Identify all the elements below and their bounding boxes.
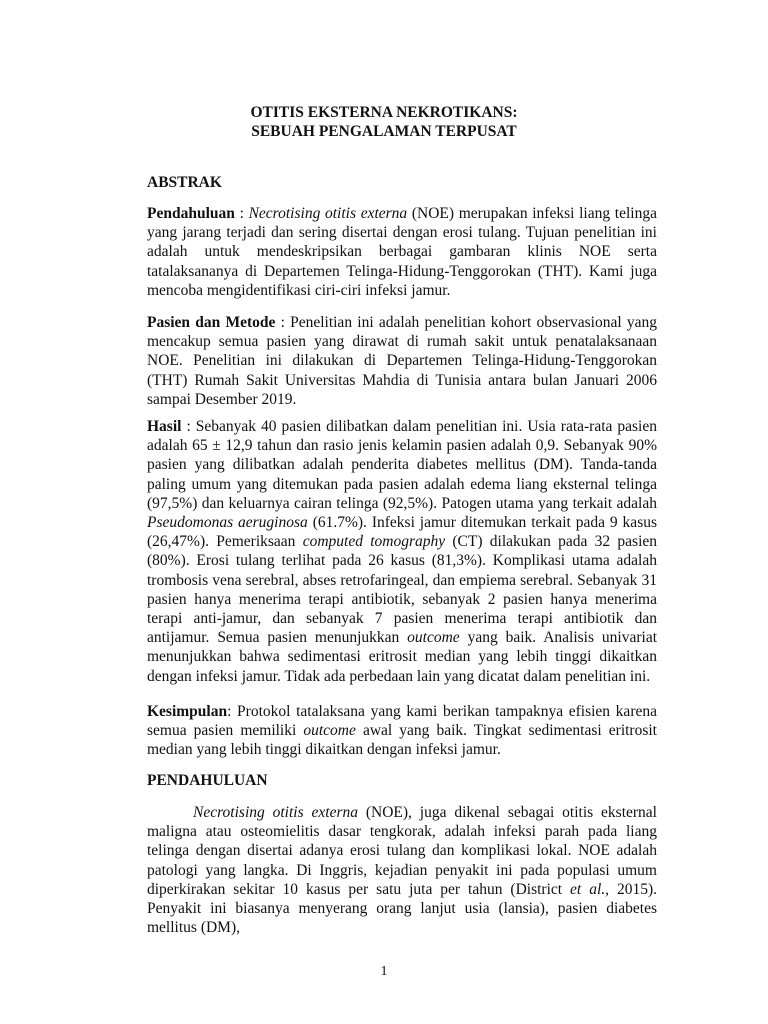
hasil-text-3: (CT) dilakukan pada 32 pasien (80%). Erosi tulang terlihat pada 26 kasus (81,3%). Komplikasi utama adalah trombosis vena serebral, abses retrofaringeal, dan empiema serebral. Sebanyak 31 pasien hanya menerima terapi antibiotik, sebanyak 2 pasien hanya menerima terapi anti-jamur, dan sebanyak 7 pasien menerima terapi antibiotik dan antijamur. Semua pasien menunjukkan <box>147 533 658 647</box>
pendahuluan-separator: : <box>234 205 249 222</box>
kesimpulan-text-2: awal yang baik. Tingkat sedimentasi eritrosit median yang lebih tinggi dikaitkan dengan infeksi jamur. <box>147 722 657 759</box>
pendahuluan-label: Pendahuluan <box>147 205 235 222</box>
abstract-heading: ABSTRAK <box>147 174 222 191</box>
hasil-italic-2: computed tomography <box>302 533 446 551</box>
intro-italic-1: Necrotising otitis externa <box>193 804 358 821</box>
intro-paragraph <box>147 803 657 937</box>
pendahuluan-text: (NOE) merupakan infeksi liang telinga yang jarang terjadi dan sering disertai dengan erosi tulang. Tujuan penelitian ini adalah untuk mendeskripsikan berbagai gambaran klinis NOE serta tatalaksananya di Departemen Telinga-Hidung-Tenggorokan (THT). Kami juga mencoba mengidentifikasi ciri-ciri infeksi jamur. <box>147 205 657 299</box>
hasil-text-2: (61.7%). Infeksi jamur ditemukan terkait pada 9 kasus (26,47%). Pemeriksaan <box>147 514 658 551</box>
kesimpulan-text-1: : Protokol tatalaksana yang kami berikan tampaknya efisien karena semua pasien memiliki <box>147 703 657 740</box>
intro-text-2: 2015). Penyakit ini biasanya menyerang orang lanjut usia (lansia), pasien diabetes mellitus (DM), <box>147 880 657 937</box>
intro-italic-2: et al., <box>570 880 609 898</box>
abstract-hasil-paragraph <box>147 417 657 686</box>
hasil-text-4: yang baik. Analisis univariat menunjukkan bahwa sedimentasi eritrosit median yang lebih tinggi dikaitkan dengan infeksi jamur. Tidak ada perbedaan lain yang dicatat dalam penelitian ini. <box>147 629 658 685</box>
metode-text: : Penelitian ini adalah penelitian kohort observasional yang mencakup semua pasien yang dirawat di rumah sakit untuk penatalaksanaan NOE. Penelitian ini dilakukan di Departemen Telinga-Hidung-Tenggorokan (THT) Rumah Sakit Universitas Mahdia di Tunisia antara bulan Januari 2006 sampai Desember 2019. <box>147 314 658 408</box>
intro-text-1: (NOE), juga dikenal sebagai otitis eksternal maligna atau osteomielitis dasar tengkorak, adalah infeksi parah pada liang telinga dengan disertai adanya erosi tulang dan komplikasi lokal. NOE adalah patologi yang langka. Di Inggris, kejadian penyakit ini pada populasi umum diperkirakan sekitar 10 kasus per satu juta per tahun (District <box>147 804 657 898</box>
page-number: 1 <box>380 964 388 979</box>
kesimpulan-label: Kesimpulan <box>147 703 228 720</box>
hasil-italic-1: Pseudomonas aeruginosa <box>147 514 308 532</box>
abstract-metode-paragraph <box>147 313 657 409</box>
title-line-1: OTITIS EKSTERNA NEKROTIKANS: <box>250 104 518 121</box>
abstract-kesimpulan-paragraph <box>147 702 657 760</box>
kesimpulan-italic: outcome <box>303 722 356 740</box>
title-line-2: SEBUAH PENGALAMAN TERPUSAT <box>251 123 517 140</box>
hasil-text-1: : Sebanyak 40 pasien dilibatkan dalam penelitian ini. Usia rata-rata pasien adalah 65 ± 12,9 tahun dan rasio jenis kelamin pasien adalah 0,9. Sebanyak 90% pasien yang dilibatkan adalah penderita diabetes mellitus (DM). Tanda-tanda paling umum yang ditemukan pada pasien adalah edema liang eksternal telinga (97,5%) dan keluarnya cairan telinga (92,5%). Patogen utama yang terkait adalah <box>147 418 657 512</box>
metode-label: Pasien dan Metode <box>147 314 276 331</box>
hasil-italic-3: outcome <box>407 629 460 647</box>
abstract-pendahuluan-paragraph <box>147 204 657 300</box>
hasil-label: Hasil <box>147 418 182 435</box>
pendahuluan-heading: PENDAHULUAN <box>147 772 268 789</box>
pendahuluan-italic: Necrotising otitis externa <box>248 205 408 222</box>
